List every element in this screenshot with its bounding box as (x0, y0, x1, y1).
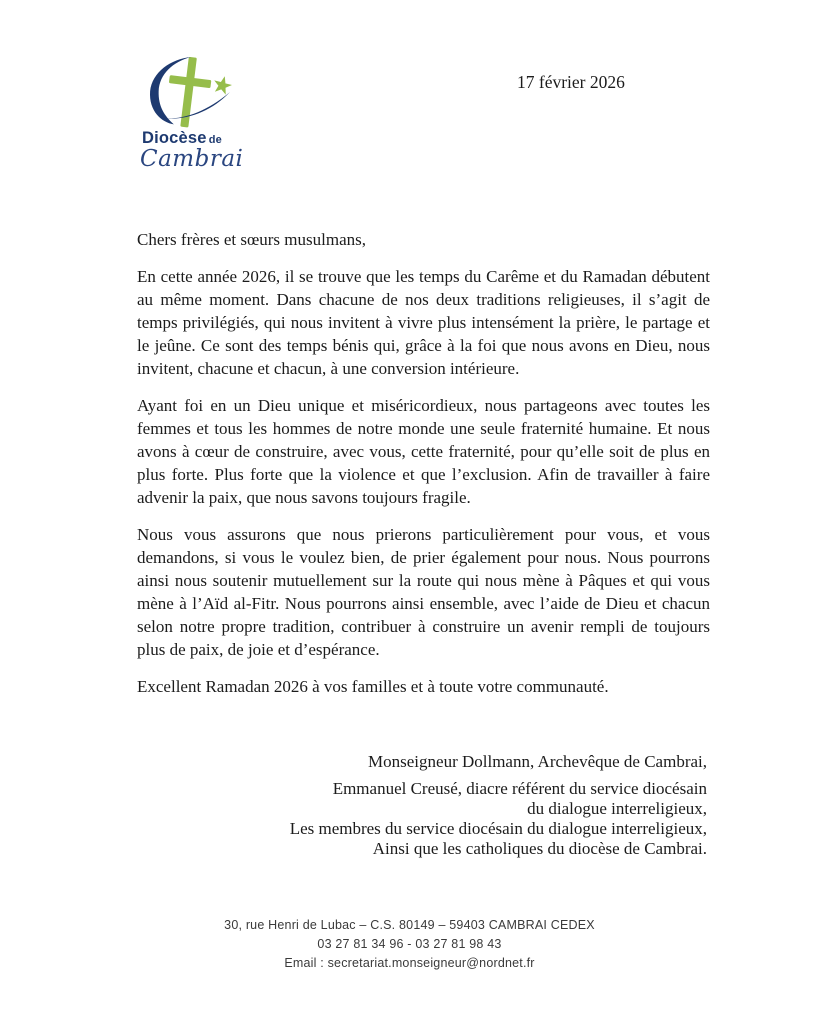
signature-members: Les membres du service diocésain du dialogue interreligieux, (289, 819, 707, 838)
diocese-logo (142, 56, 252, 171)
paragraph-3: Nous vous assurons que nous prierons particulièrement pour vous, et vous demandons, si vous le voulez bien, de prier également pour nous. Nous pourrons ainsi nous soutenir mutuellement sur la route qui nous mène à Pâques et qui vous mène à l’Aïd al-Fitr. Nous pourrons ainsi ensemble, avec l’aide de Dieu et chacun selon notre propre tradition, contribuer à construire un avenir rempli de toujours plus de paix, de joie et d’espérance. (137, 525, 710, 659)
signature-catholics: Ainsi que les catholiques du diocèse de Cambrai. (372, 839, 707, 858)
logo-org-city: Cambrai (140, 145, 244, 172)
paragraph-1: En cette année 2026, il se trouve que les temps du Carême et du Ramadan débutent au même moment. Dans chacune de nos deux traditions religieuses, il s’agit de temps privilégiés, qui nous invitent à vivre plus intensément la prière, le partage et le jeûne. Ce sont des temps bénis qui, grâce à la foi que nous avons en Dieu, nous invitent, chacune et chacun, à une conversion intérieure. (137, 267, 710, 378)
diocese-logo-mark (144, 56, 236, 132)
footer-address: 30, rue Henri de Lubac – C.S. 80149 – 59403 CAMBRAI CEDEX (224, 918, 595, 932)
signature-deacon: Emmanuel Creusé, diacre référent du service diocésain (332, 779, 707, 798)
footer-email: Email : secretariat.monseigneur@nordnet.fr (284, 956, 535, 970)
logo-org-name (142, 130, 252, 147)
logo-org-name-text: Diocèse (142, 129, 207, 147)
letter-date: 17 février 2026 (517, 72, 625, 92)
logo-org-name-suffix: de (208, 134, 222, 146)
signature-block (137, 752, 707, 859)
diocese-logo-wordmark (142, 130, 252, 171)
salutation: Chers frères et sœurs musulmans, (137, 230, 366, 249)
letterhead-footer (0, 916, 819, 973)
letter-body (137, 228, 710, 698)
signature-archbishop: Monseigneur Dollmann, Archevêque de Cambrai, (368, 752, 707, 771)
closing-line: Excellent Ramadan 2026 à vos familles et à toute votre communauté. (137, 677, 609, 696)
paragraph-2: Ayant foi en un Dieu unique et miséricordieux, nous partageons avec toutes les femmes et tous les hommes de notre monde une seule fraternité humaine. Et nous avons à cœur de construire, avec vous, cette fraternité, pour qu’elle soit de plus en plus forte. Plus forte que la violence et que l’exclusion. Afin de travailler à faire advenir la paix, que nous savons toujours fragile. (137, 396, 710, 507)
footer-phones: 03 27 81 34 96 - 03 27 81 98 43 (317, 937, 502, 951)
star-icon (214, 76, 232, 94)
signature-deacon-cont: du dialogue interreligieux, (527, 799, 707, 818)
